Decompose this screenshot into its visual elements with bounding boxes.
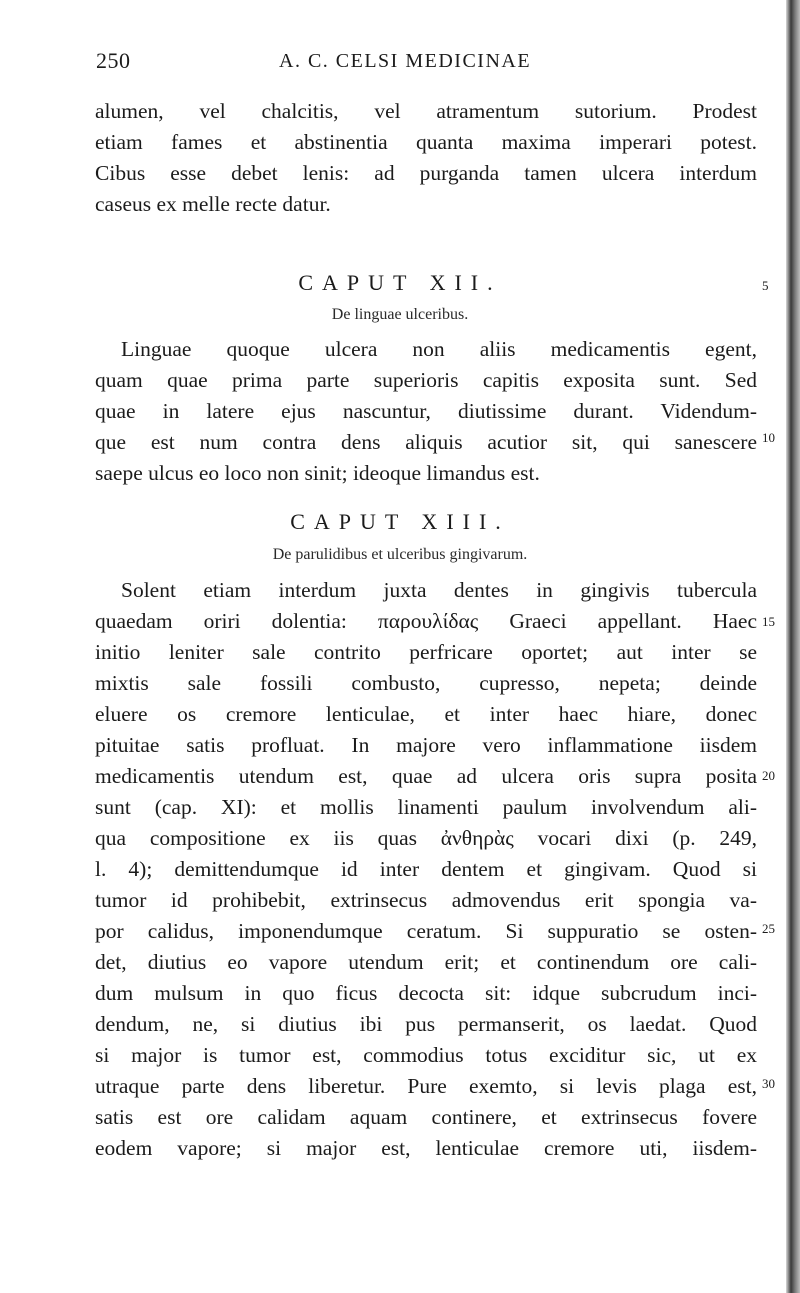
- chapter-subtitle: De parulidibus et ulceribus gingivarum.: [272, 546, 528, 563]
- text-line: eodem vapore; si major est, lenticulae cremore uti, iisdem-: [95, 1136, 757, 1160]
- line-number: 5: [762, 278, 769, 293]
- text-line: Cibus esse debet lenis: ad purganda tamen ulcera interdum: [95, 161, 757, 185]
- line-number: 15: [762, 614, 775, 629]
- page-number: 250: [96, 48, 131, 73]
- chapter-title: CAPUT XII.: [298, 270, 502, 295]
- text-line: saepe ulcus eo loco non sinit; ideoque limandus est.: [95, 461, 540, 485]
- text-line: sunt (cap. XI): et mollis linamenti paulum involvendum ali-: [95, 795, 757, 819]
- text-line: medicamentis utendum est, quae ad ulcera oris supra posita: [95, 764, 757, 788]
- text-line: pituitae satis profluat. In majore vero inflammatione iisdem: [95, 733, 757, 757]
- text-line: l. 4); demittendumque id inter dentem et gingivam. Quod si: [95, 857, 757, 881]
- text-line: alumen, vel chalcitis, vel atramentum sutorium. Prodest: [95, 99, 757, 123]
- text-line: det, diutius eo vapore utendum erit; et continendum ore cali-: [95, 950, 757, 974]
- text-line: que est num contra dens aliquis acutior sit, qui sanescere: [95, 430, 757, 454]
- text-line: Solent etiam interdum juxta dentes in gingivis tubercula: [121, 578, 757, 602]
- text-line: quae in latere ejus nascuntur, diutissime durant. Videndum-: [95, 399, 757, 423]
- text-line: por calidus, imponendumque ceratum. Si suppuratio se osten-: [95, 919, 757, 943]
- chapter-13-text: [95, 575, 757, 1164]
- chapter-subtitle: De linguae ulceribus.: [331, 306, 469, 323]
- text-line: eluere os cremore lenticulae, et inter haec hiare, donec: [95, 702, 757, 726]
- line-number: 25: [762, 921, 775, 936]
- text-line: etiam fames et abstinentia quanta maxima imperari potest.: [95, 130, 757, 154]
- text-line: satis est ore calidam aquam continere, et extrinsecus fovere: [95, 1105, 757, 1129]
- page-header: [96, 48, 756, 84]
- page-edge-shadow: [786, 0, 800, 1293]
- text-line: quam quae prima parte superioris capitis exposita sunt. Sed: [95, 368, 757, 392]
- text-line: utraque parte dens liberetur. Pure exemto, si levis plaga est,: [95, 1074, 757, 1098]
- text-line: dum mulsum in quo ficus decocta sit: idque subcrudum inci-: [95, 981, 757, 1005]
- text-line: quaedam oriri dolentia: παρουλίδας Graeci appellant. Haec: [95, 609, 757, 633]
- text-line: caseus ex melle recte datur.: [95, 192, 331, 216]
- text-line: Linguae quoque ulcera non aliis medicamentis egent,: [121, 337, 757, 361]
- text-line: initio leniter sale contrito perfricare oportet; aut inter se: [95, 640, 757, 664]
- line-number: 10: [762, 430, 775, 445]
- line-number: 20: [762, 768, 775, 783]
- chapter-12-text: [95, 334, 757, 489]
- line-number: 30: [762, 1076, 775, 1091]
- text-line: dendum, ne, si diutius ibi pus permanserit, os laedat. Quod: [95, 1012, 757, 1036]
- paragraph-continued: [95, 96, 757, 220]
- chapter-title: CAPUT XIII.: [290, 509, 510, 534]
- text-line: qua compositione ex iis quas ἀνθηρὰς vocari dixi (p. 249,: [95, 826, 757, 850]
- text-line: mixtis sale fossili combusto, cupresso, nepeta; deinde: [95, 671, 757, 695]
- text-line: si major is tumor est, commodius totus exciditur sic, ut ex: [95, 1043, 757, 1067]
- text-line: tumor id prohibebit, extrinsecus admovendus erit spongia va-: [95, 888, 757, 912]
- running-head: A. C. CELSI MEDICINAE: [279, 50, 532, 72]
